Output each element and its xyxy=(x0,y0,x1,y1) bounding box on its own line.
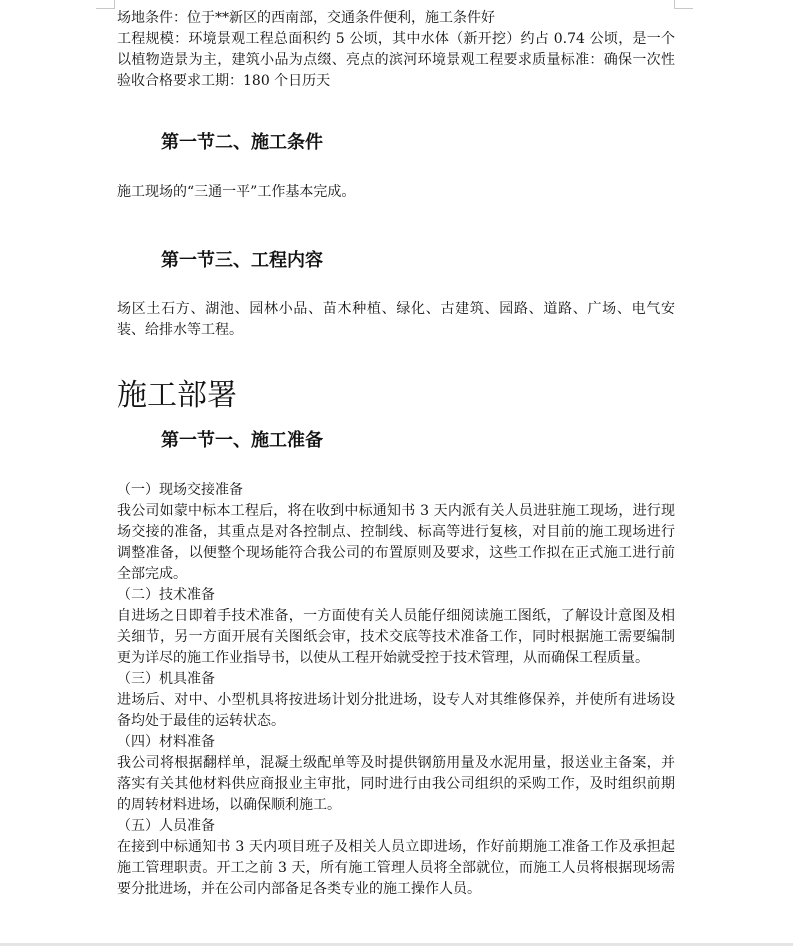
document-body xyxy=(117,8,675,900)
site-condition-text: 场地条件：位于**新区的西南部，交通条件便利，施工条件好 xyxy=(117,10,495,26)
prep-item-text: 我公司如蒙中标本工程后，将在收到中标通知书 3 天内派有关人员进驻施工现场，进行现场交接的准备，其重点是对各控制点、控制线、标高等进行复核，对目前的施工现场进行调整准备，以便整个现场能符合我公司的布置原则及要求，这些工作拟在正式施工进行前全部完成。 xyxy=(117,503,675,582)
prep-item-title: （二）技术准备 xyxy=(117,587,215,603)
prep-item-text: 在接到中标通知书 3 天内项目班子及相关人员立即进场，作好前期施工准备工作及承担起施工管理职责。开工之前 3 天，所有施工管理人员将全部就位，而施工人员将根据现场需要分批进场，并在公司内部备足各类专业的施工操作人员。 xyxy=(117,839,675,897)
project-scale-text: 工程规模：环境景观工程总面积约 5 公顷，其中水体（新开挖）约占 0.74 公顷，是一个以植物造景为主，建筑小品为点缀、亮点的滨河环境景观工程要求质量标准：确保一次性验收合格要求工期：180 个日历天 xyxy=(117,31,675,89)
section-heading-conditions: 第一节二、施工条件 xyxy=(161,132,323,153)
prep-item-title: （一）现场交接准备 xyxy=(117,482,243,498)
content-text: 场区土石方、湖池、园林小品、苗木种植、绿化、古建筑、园路、道路、广场、电气安装、给排水等工程。 xyxy=(117,301,675,338)
page-corner-mark-right xyxy=(674,0,693,9)
prep-item-title: （三）机具准备 xyxy=(117,671,215,687)
page-corner-mark-left xyxy=(96,0,115,9)
prep-item-text: 我公司将根据翻样单，混凝土级配单等及时提供钢筋用量及水泥用量，报送业主备案，并落实有关其他材料供应商报业主审批，同时进行由我公司组织的采购工作，及时组织前期的周转材料进场，以确保顺利施工。 xyxy=(117,755,675,813)
prep-item-title: （四）材料准备 xyxy=(117,734,215,750)
prep-item-text: 进场后、对中、小型机具将按进场计划分批进场，设专人对其维修保养，并使所有进场设备均处于最佳的运转状态。 xyxy=(117,692,675,729)
prep-item-site-handover xyxy=(117,480,675,585)
section-heading-prep: 第一节一、施工准备 xyxy=(161,430,323,451)
section-heading-content: 第一节三、工程内容 xyxy=(161,250,323,271)
prep-item-title: （五）人员准备 xyxy=(117,818,215,834)
conditions-text: 施工现场的“三通一平”工作基本完成。 xyxy=(117,184,356,200)
prep-item-technical xyxy=(117,585,675,669)
prep-item-equipment xyxy=(117,669,675,732)
prep-item-personnel xyxy=(117,816,675,900)
prep-item-text: 自进场之日即着手技术准备，一方面使有关人员能仔细阅读施工图纸，了解设计意图及相关细节，另一方面开展有关图纸会审，技术交底等技术准备工作，同时根据施工需要编制更为详尽的施工作业指导书，以使从工程开始就受控于技术管理，从而确保工程质量。 xyxy=(117,608,675,666)
chapter-title: 施工部署 xyxy=(117,378,237,413)
prep-item-materials xyxy=(117,732,675,816)
